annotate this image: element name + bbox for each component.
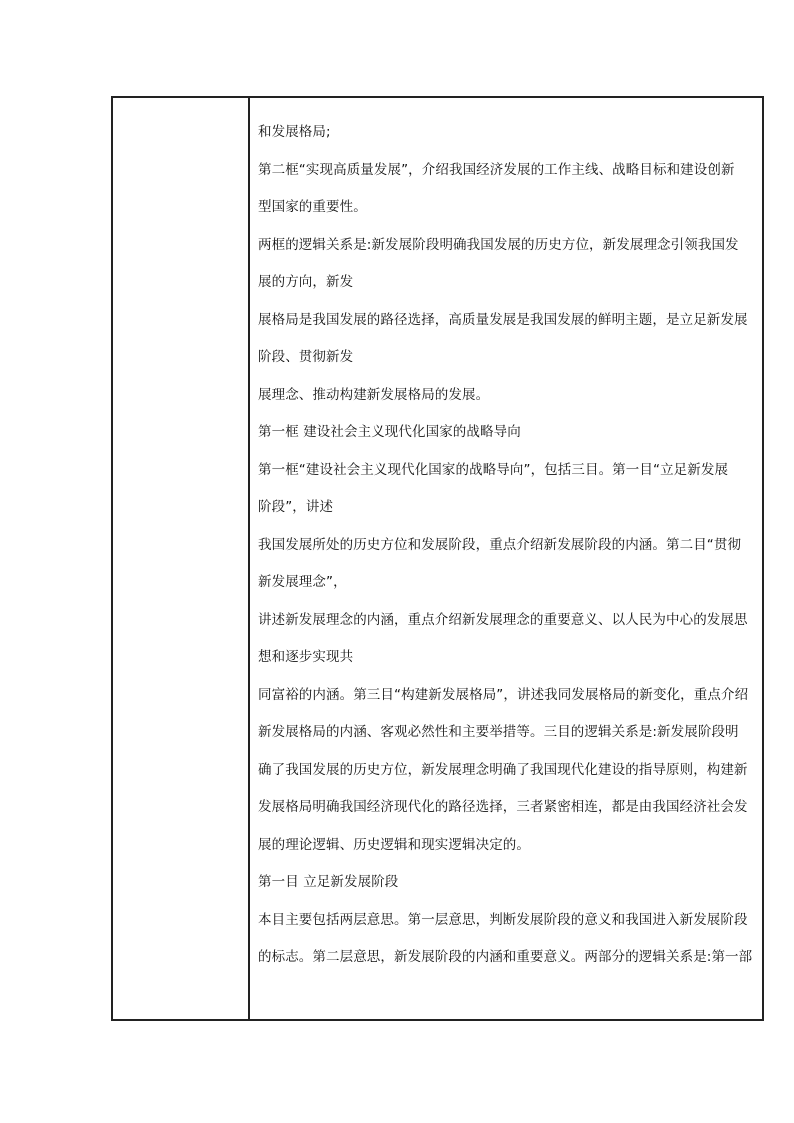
text-line: 想和逐步实现共 xyxy=(258,649,354,665)
text-line: 展的方向，新发 xyxy=(258,274,354,290)
text-line: 确了我国发展的历史方位，新发展理念明确了我国现代化建设的指导原则，构建新 xyxy=(258,761,748,778)
text-line: 第二框“实现高质量发展”，介绍我国经济发展的工作主线、战略目标和建设创新 xyxy=(258,161,735,178)
text-line: 的标志。第二层意思，新发展阶段的内涵和重要意义。两部分的逻辑关系是:第一部 xyxy=(258,949,753,965)
text-line: 展的理论逻辑、历史逻辑和现实逻辑决定的。 xyxy=(258,836,530,853)
text-line: 讲述新发展理念的内涵，重点介绍新发展理念的重要意义、以人民为中心的发展思 xyxy=(258,611,748,628)
text-line: 第一框“建设社会主义现代化国家的战略导向”，包括三目。第一目“立足新发展 xyxy=(258,461,729,478)
text-line: 型国家的重要性。 xyxy=(258,199,367,215)
text-line: 发展格局明确我国经济现代化的路径选择，三者紧密相连，都是由我国经济社会发 xyxy=(258,799,748,815)
text-line: 同富裕的内涵。第三目“构建新发展格局”，讲述我同发展格局的新变化，重点介绍 xyxy=(258,686,749,703)
content-table xyxy=(111,96,764,1021)
right-column-cell xyxy=(252,98,762,1019)
text-line: 本目主要包括两层意思。第一层意思，判断发展阶段的意义和我国进入新发展阶段 xyxy=(258,911,748,928)
left-column-cell xyxy=(113,98,250,1019)
text-line: 阶段、贯彻新发 xyxy=(258,349,354,365)
text-line: 阶段”，讲述 xyxy=(258,499,334,515)
section-heading: 第一框 建设社会主义现代化国家的战略导向 xyxy=(258,424,521,440)
text-line: 新发展理念”， xyxy=(258,574,347,590)
text-line: 展格局是我国发展的路径选择，高质量发展是我国发展的鲜明主题，是立足新发展 xyxy=(258,311,748,328)
text-line: 我国发展所处的历史方位和发展阶段，重点介绍新发展阶段的内涵。第二目“贯彻 xyxy=(258,536,742,553)
text-line: 展理念、推动构建新发展格局的发展。 xyxy=(258,386,490,403)
section-heading: 第一目 立足新发展阶段 xyxy=(258,874,399,890)
text-line: 和发展格局; xyxy=(258,124,331,140)
text-line: 两框的逻辑关系是:新发展阶段明确我国发展的历史方位，新发展理念引领我国发 xyxy=(258,236,739,253)
text-line: 新发展格局的内涵、客观必然性和主要举措等。三目的逻辑关系是:新发展阶段明 xyxy=(258,724,739,740)
